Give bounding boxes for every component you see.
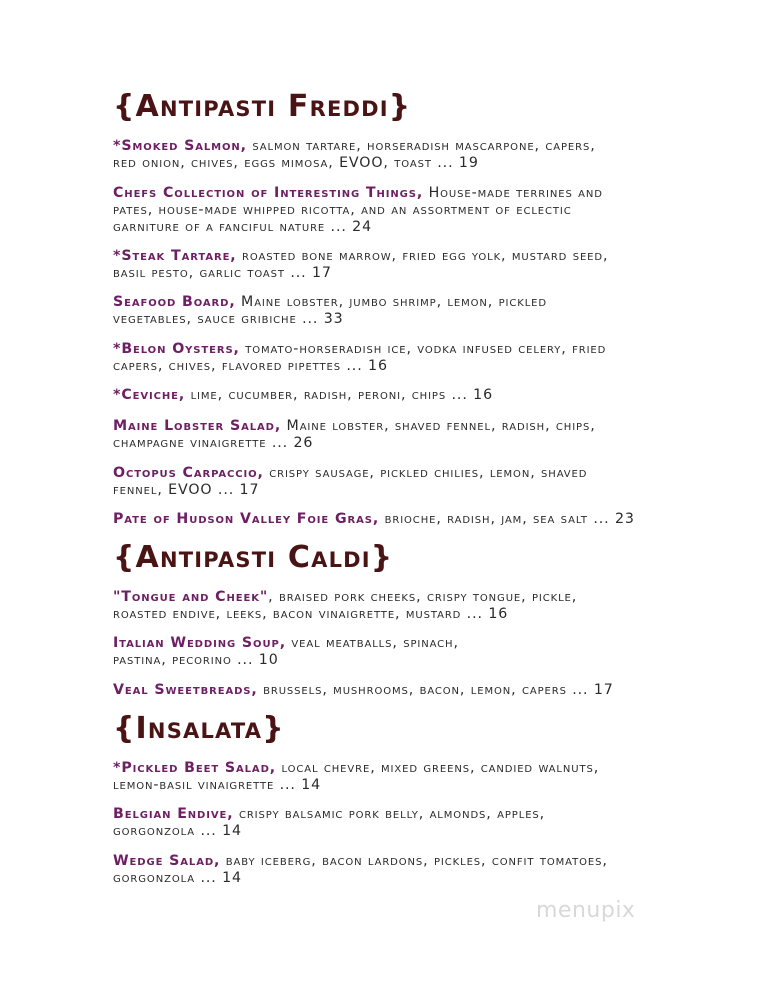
item-name: Pate of Hudson Valley Foie Gras, [113,511,380,527]
menu-item [113,248,673,282]
section-title-antipasti-freddi: {Antipasti Freddi} [113,89,412,124]
item-desc: House-made terrines and pates, house-made whipped ricotta, and an assortment of eclectic garniture of a fanciful nature ... 24 [113,185,603,235]
menu-item [113,387,673,404]
item-desc: brioche, radish, jam, sea salt ... 23 [379,511,635,527]
item-desc: roasted bone marrow, fried egg yolk, mustard seed, basil pesto, garlic toast ... 17 [113,248,609,281]
item-name: Chefs Collection of Interesting Things, [113,185,424,201]
menu-item [113,465,673,499]
menu-item [113,635,673,669]
item-name: Belgian Endive, [113,806,234,822]
menu-item [113,589,673,623]
item-name: *Belon Oysters, [113,341,240,357]
menu-item [113,682,673,699]
watermark-logo: menupix [536,898,636,923]
item-desc: salmon tartare, horseradish mascarpone, capers, red onion, chives, eggs mimosa, EVOO, toast ... 19 [113,138,596,171]
item-desc: tomato-horseradish ice, vodka infused celery, fried capers, chives, flavored pipettes ... 16 [113,341,607,374]
item-desc: Maine lobster, shaved fennel, radish, chips, champagne vinaigrette ... 26 [113,418,596,451]
item-name: *Smoked Salmon, [113,138,247,154]
menu-item [113,760,673,794]
menu-item [113,511,673,528]
section-title-insalata: {Insalata} [113,711,285,746]
item-desc: veal meatballs, spinach, pastina, pecorino ... 10 [113,635,459,668]
item-desc: crispy balsamic pork belly, almonds, apples, gorgonzola ... 14 [113,806,546,839]
item-desc: , braised pork cheeks, crispy tongue, pickle, roasted endive, leeks, bacon vinaigrette, mustard ... 16 [113,589,578,622]
item-desc: crispy sausage, pickled chilies, lemon, shaved fennel, EVOO ... 17 [113,465,588,498]
item-name: "Tongue and Cheek" [113,589,269,605]
item-name: Wedge Salad, [113,853,221,869]
item-desc: Maine lobster, jumbo shrimp, lemon, pickled vegetables, sauce gribiche ... 33 [113,294,548,327]
item-desc: lime, cucumber, radish, peroni, chips ... 16 [185,387,493,403]
menu-item [113,294,673,328]
item-desc: brussels, mushrooms, bacon, lemon, capers ... 17 [257,682,614,698]
menu-item [113,341,673,375]
item-name: *Ceviche, [113,387,186,403]
item-name: Octopus Carpaccio, [113,465,264,481]
menu-item [113,853,673,887]
item-name: Veal Sweetbreads, [113,682,258,698]
menu-item [113,806,673,840]
section-title-antipasti-caldi: {Antipasti Caldi} [113,540,394,575]
item-name: *Steak Tartare, [113,248,237,264]
menu-item [113,138,673,172]
item-name: *Pickled Beet Salad, [113,760,277,776]
menu-item [113,418,673,452]
item-desc: local chevre, mixed greens, candied walnuts, lemon-basil vinaigrette ... 14 [113,760,600,793]
item-name: Italian Wedding Soup, [113,635,286,651]
item-name: Seafood Board, [113,294,236,310]
item-desc: baby iceberg, bacon lardons, pickles, confit tomatoes, gorgonzola ... 14 [113,853,608,886]
menu-item [113,185,673,236]
item-name: Maine Lobster Salad, [113,418,282,434]
